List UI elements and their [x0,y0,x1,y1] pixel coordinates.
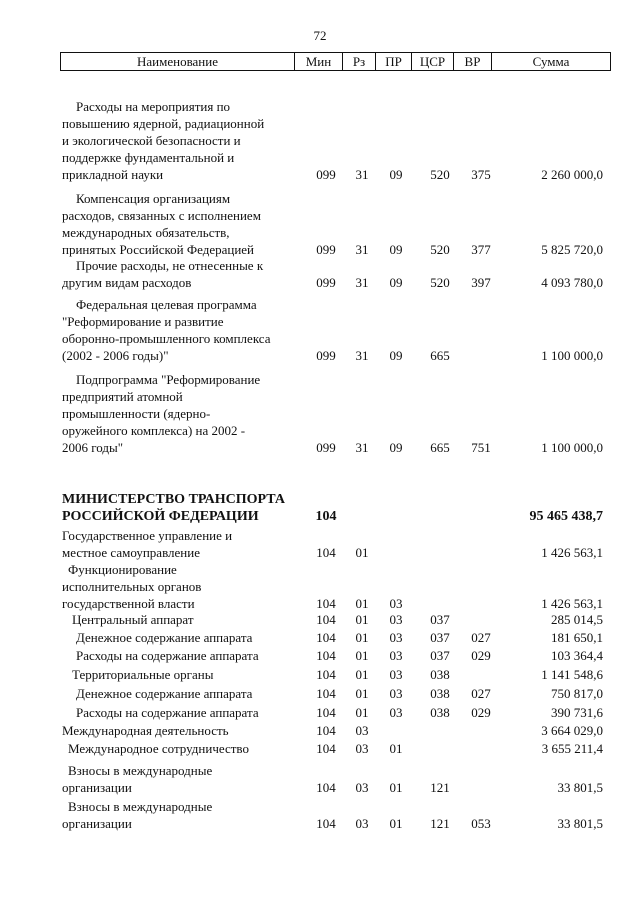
row-name-line: организации [62,816,132,831]
row-csr: 038 [430,667,450,682]
row-rz: 31 [355,440,369,455]
row-name [62,666,292,683]
header-sum: Сумма [532,54,570,69]
row-name-line: Международное сотрудничество [68,741,249,756]
row-sum: 1 100 000,0 [541,348,603,363]
row-name-line: организации [62,780,132,795]
row-pr: 03 [389,596,403,611]
row-name [62,296,292,364]
row-min: 104 [316,780,336,795]
row-rz: 01 [355,686,369,701]
row-sum: 285 014,5 [551,612,603,627]
row-rz: 31 [355,348,369,363]
row-min: 104 [316,596,336,611]
row-vr: 029 [471,648,491,663]
row-name-line: Функционирование [68,562,177,577]
row-vr: 377 [471,242,491,257]
row-name-line: Международная деятельность [62,723,229,738]
row-name-line: Прочие расходы, не отнесенные к [76,258,264,273]
row-name-line: Компенсация организациям [76,191,231,206]
row-sum: 5 825 720,0 [541,242,603,257]
row-sum: 3 664 029,0 [541,723,603,738]
row-pr: 03 [389,667,403,682]
row-name-line: международных обязательств, [62,225,230,240]
header-csr: ЦСР [412,53,454,70]
row-csr: 665 [430,440,450,455]
row-name [62,371,292,456]
row-rz: 31 [355,167,369,182]
row-sum: 103 364,4 [551,648,603,663]
row-sum: 181 650,1 [551,630,603,645]
row-rz: 03 [355,816,369,831]
row-rz: 31 [355,242,369,257]
row-name-line: повышению ядерной, радиационной [62,116,265,131]
row-pr: 09 [389,242,403,257]
row-rz: 01 [355,667,369,682]
row-sum: 2 260 000,0 [541,167,603,182]
row-sum: 95 465 438,7 [529,509,603,524]
row-sum: 1 100 000,0 [541,440,603,455]
row-min: 104 [316,612,336,627]
row-name [62,561,292,612]
row-name-line: Расходы на мероприятия по [76,99,231,114]
row-min: 104 [316,723,336,738]
row-rz: 01 [355,630,369,645]
row-sum: 390 731,6 [551,705,603,720]
row-sum: 33 801,5 [557,780,603,795]
row-min: 104 [316,816,336,831]
row-name [62,722,292,739]
row-csr: 038 [430,686,450,701]
row-name-line: Государственное управление и [62,528,233,543]
row-name-line: и экологической безопасности и [62,133,241,148]
row-csr: 121 [430,816,450,831]
row-name [62,685,292,702]
row-name [62,491,292,525]
row-name-line: Центральный аппарат [72,612,194,627]
row-min: 099 [316,167,336,182]
row-min: 099 [316,348,336,363]
row-csr: 121 [430,780,450,795]
row-pr: 09 [389,275,403,290]
row-name-line: исполнительных органов [62,579,202,594]
row-name-line: промышленности (ядерно- [62,406,211,421]
row-pr: 03 [389,648,403,663]
row-pr: 09 [389,167,403,182]
row-pr: 09 [389,440,403,455]
row-name [62,647,292,664]
row-name-line: Федеральная целевая программа [76,297,257,312]
header-name: Наименование [61,53,295,70]
row-name-line: Взносы в международные [68,799,213,814]
header-min: Мин [295,53,343,70]
row-pr: 03 [389,686,403,701]
row-sum: 1 426 563,1 [541,545,603,560]
row-name-line: Взносы в международные [68,763,213,778]
row-name-line: расходов, связанных с исполнением [62,208,261,223]
row-min: 104 [316,648,336,663]
row-name-line: другим видам расходов [62,275,192,290]
row-min: 099 [316,275,336,290]
row-sum: 750 817,0 [551,686,603,701]
row-sum: 1 426 563,1 [541,596,603,611]
row-rz: 01 [355,612,369,627]
row-csr: 520 [430,167,450,182]
row-rz: 31 [355,275,369,290]
row-name-line: Подпрограмма "Реформирование [76,372,261,387]
row-name-line: 2006 годы" [62,440,124,455]
row-pr: 03 [389,630,403,645]
row-name [62,257,292,291]
row-name-line: поддержке фундаментальной и [62,150,235,165]
row-name-line: Расходы на содержание аппарата [76,648,259,663]
row-name-line: Денежное содержание аппарата [76,630,253,645]
row-sum: 1 141 548,6 [541,667,603,682]
row-pr: 03 [389,612,403,627]
row-rz: 01 [355,705,369,720]
row-name [62,798,292,832]
row-csr: 520 [430,275,450,290]
row-pr: 03 [389,705,403,720]
row-name-line: оборонно-промышленного комплекса [62,331,271,346]
table-header [60,52,611,71]
row-min: 104 [316,667,336,682]
row-vr: 029 [471,705,491,720]
row-name-line: Территориальные органы [72,667,214,682]
row-min: 104 [316,545,336,560]
row-pr: 09 [389,348,403,363]
row-csr: 520 [430,242,450,257]
row-vr: 375 [471,167,491,182]
row-name-line: Расходы на содержание аппарата [76,705,259,720]
row-name-line: предприятий атомной [62,389,183,404]
row-name-line: прикладной науки [62,167,164,182]
row-name [62,611,292,628]
row-rz: 03 [355,780,369,795]
row-vr: 053 [471,816,491,831]
row-min: 104 [315,509,337,524]
row-csr: 037 [430,612,450,627]
row-name-line: государственной власти [62,596,195,611]
row-pr: 01 [389,741,403,756]
row-vr: 751 [471,440,491,455]
row-sum: 33 801,5 [557,816,603,831]
row-name [62,527,292,561]
row-vr: 027 [471,686,491,701]
row-name-line: "Реформирование и развитие [62,314,224,329]
header-vr: ВР [454,53,492,70]
row-name-line: принятых Российской Федерацией [62,242,254,257]
row-csr: 038 [430,705,450,720]
row-name-line: РОССИЙСКОЙ ФЕДЕРАЦИИ [62,509,259,524]
row-sum: 4 093 780,0 [541,275,603,290]
header-rz: Рз [343,53,376,70]
row-pr: 01 [389,780,403,795]
row-name [62,629,292,646]
row-name [62,704,292,721]
row-min: 099 [316,242,336,257]
row-csr: 037 [430,648,450,663]
row-name-line: (2002 - 2006 годы)" [62,348,169,363]
row-rz: 01 [355,596,369,611]
row-min: 104 [316,741,336,756]
row-name-line: Денежное содержание аппарата [76,686,253,701]
row-vr: 397 [471,275,491,290]
row-rz: 01 [355,648,369,663]
row-rz: 03 [355,723,369,738]
header-pr: ПР [376,53,412,70]
row-pr: 01 [389,816,403,831]
row-min: 104 [316,686,336,701]
row-min: 099 [316,440,336,455]
page-number: 72 [313,28,327,43]
row-csr: 665 [430,348,450,363]
row-name-line: местное самоуправление [62,545,200,560]
row-min: 104 [316,630,336,645]
row-rz: 03 [355,741,369,756]
row-min: 104 [316,705,336,720]
row-name [62,762,292,796]
row-name [62,190,292,258]
row-name [62,740,292,757]
row-rz: 01 [355,545,369,560]
row-name-line: МИНИСТЕРСТВО ТРАНСПОРТА [62,492,286,507]
row-name-line: оружейного комплекса) на 2002 - [62,423,246,438]
row-vr: 027 [471,630,491,645]
row-sum: 3 655 211,4 [541,741,603,756]
row-name [62,98,292,183]
row-csr: 037 [430,630,450,645]
